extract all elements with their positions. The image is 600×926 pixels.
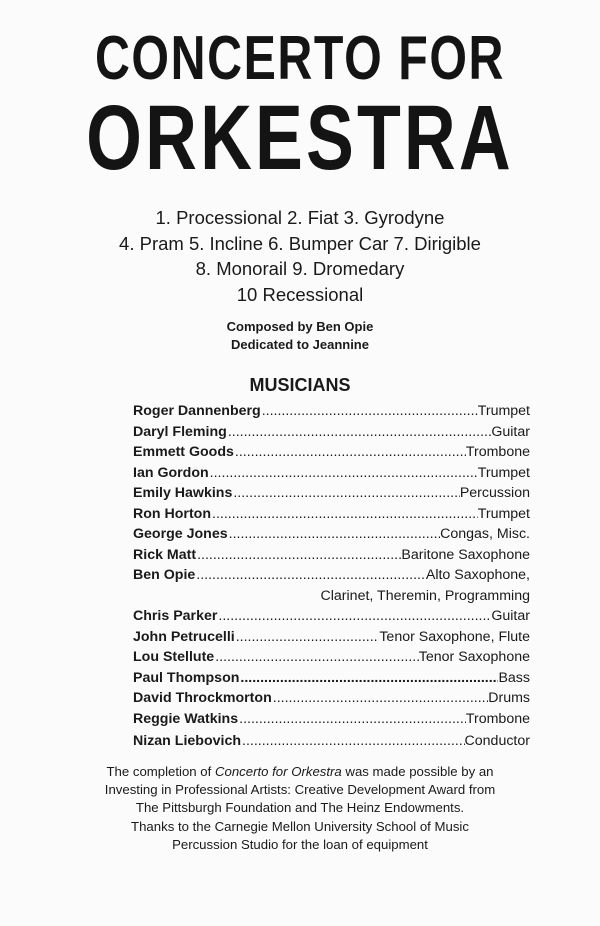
musician-row [133, 401, 530, 422]
leader-dots [210, 463, 478, 484]
musician-row [133, 545, 530, 566]
musician-row [133, 504, 530, 525]
ack-text: The completion of [106, 764, 215, 779]
musician-row [133, 483, 530, 504]
conductor-name: Nizan Liebovich [133, 733, 241, 749]
movements-line: 4. Pram 5. Incline 6. Bumper Car 7. Dirigible [119, 232, 481, 254]
musician-row [133, 422, 530, 443]
conductor-row [133, 731, 530, 752]
musician-row [133, 668, 530, 689]
musician-instrument: Trombone [465, 710, 530, 727]
dedication: Dedicated to Jeannine [231, 337, 369, 352]
musician-name: Paul Thompson [133, 669, 240, 686]
movements-list [0, 205, 600, 307]
musician-name: John Petrucelli [133, 628, 235, 645]
leader-dots [215, 647, 419, 668]
leader-dots [228, 422, 492, 443]
conductor-row-block [133, 731, 530, 752]
musician-name: Rick Matt [133, 546, 197, 563]
musician-instrument: Trumpet [477, 403, 530, 419]
musician-name: Lou Stellute [133, 649, 215, 665]
musician-name: Ian Gordon [133, 464, 209, 481]
leader-dots [197, 545, 401, 566]
acknowledgment-line [40, 763, 560, 781]
musician-instrument: Tenor Saxophone [418, 649, 530, 665]
thanks-line: Percussion Studio for the loan of equipment [172, 837, 428, 852]
musician-instrument: Guitar [491, 608, 530, 624]
musician-row [133, 627, 530, 648]
musician-instrument: Trumpet [477, 464, 530, 481]
conductor-role: Conductor [464, 733, 530, 749]
musician-instrument: Alto Saxophone, [425, 567, 530, 583]
thanks-note [40, 818, 560, 854]
composer-credit: Composed by Ben Opie [226, 319, 374, 334]
musician-instrument: Baritone Saxophone [401, 546, 530, 563]
title-line-1: CONCERTO FOR [94, 24, 506, 93]
musician-name: Daryl Fleming [133, 423, 227, 440]
musician-name: David Throckmorton [133, 690, 272, 706]
musician-instrument: Tenor Saxophone, Flute [379, 628, 530, 645]
thanks-line: Thanks to the Carnegie Mellon University School of Music [131, 819, 469, 834]
leader-dots [229, 524, 440, 545]
musician-instrument: Bass [498, 669, 530, 686]
leader-dots [262, 401, 478, 422]
musician-row [133, 709, 530, 730]
musician-row [133, 524, 530, 545]
movements-line: 8. Monorail 9. Dromedary [195, 258, 405, 279]
musician-name: Emily Hawkins [133, 485, 233, 501]
musician-row [133, 442, 530, 463]
leader-dots [212, 504, 478, 525]
movements-line: 10 Recessional [236, 283, 364, 305]
musician-row [133, 606, 530, 627]
musician-row-continuation [133, 586, 530, 607]
leader-dots [236, 627, 380, 648]
movements-line: 1. Processional 2. Fiat 3. Gyrodyne [155, 207, 445, 228]
musicians-roster [133, 401, 530, 729]
musician-row [133, 647, 530, 668]
musician-name: Roger Dannenberg [133, 403, 261, 419]
musician-instrument-continued: Clarinet, Theremin, Programming [320, 587, 530, 604]
musician-name: Reggie Watkins [133, 710, 239, 727]
leader-dots [240, 668, 498, 689]
musician-name: Ben Opie [133, 567, 196, 583]
musician-instrument: Congas, Misc. [440, 526, 530, 542]
musician-row [133, 688, 530, 709]
musician-name: Chris Parker [133, 608, 218, 624]
musician-row [133, 565, 530, 586]
acknowledgment [40, 763, 560, 817]
work-title: Concerto for Orkestra [214, 764, 342, 779]
musician-instrument: Drums [488, 690, 530, 706]
ack-text: was made possible by an [341, 764, 494, 779]
musicians-heading: MUSICIANS [249, 375, 351, 395]
leader-dots [218, 606, 491, 627]
leader-dots [235, 442, 466, 463]
musician-instrument: Trumpet [477, 505, 530, 522]
credits [0, 318, 600, 354]
musician-instrument: Guitar [491, 423, 530, 440]
leader-dots [242, 731, 465, 751]
musician-name: Emmett Goods [133, 444, 234, 460]
leader-dots [239, 709, 466, 730]
leader-dots [233, 483, 459, 504]
musician-name: Ron Horton [133, 505, 212, 522]
musician-name: George Jones [133, 526, 228, 542]
musician-instrument: Percussion [459, 485, 530, 501]
musician-instrument: Trombone [465, 444, 530, 460]
acknowledgment-line: The Pittsburgh Foundation and The Heinz Endowments. [135, 800, 465, 815]
acknowledgment-line: Investing in Professional Artists: Creative Development Award from [104, 782, 496, 797]
leader-dots [196, 565, 426, 586]
leader-dots [273, 688, 488, 709]
musician-row [133, 463, 530, 484]
title-line-2: ORKESTRA [86, 87, 514, 189]
